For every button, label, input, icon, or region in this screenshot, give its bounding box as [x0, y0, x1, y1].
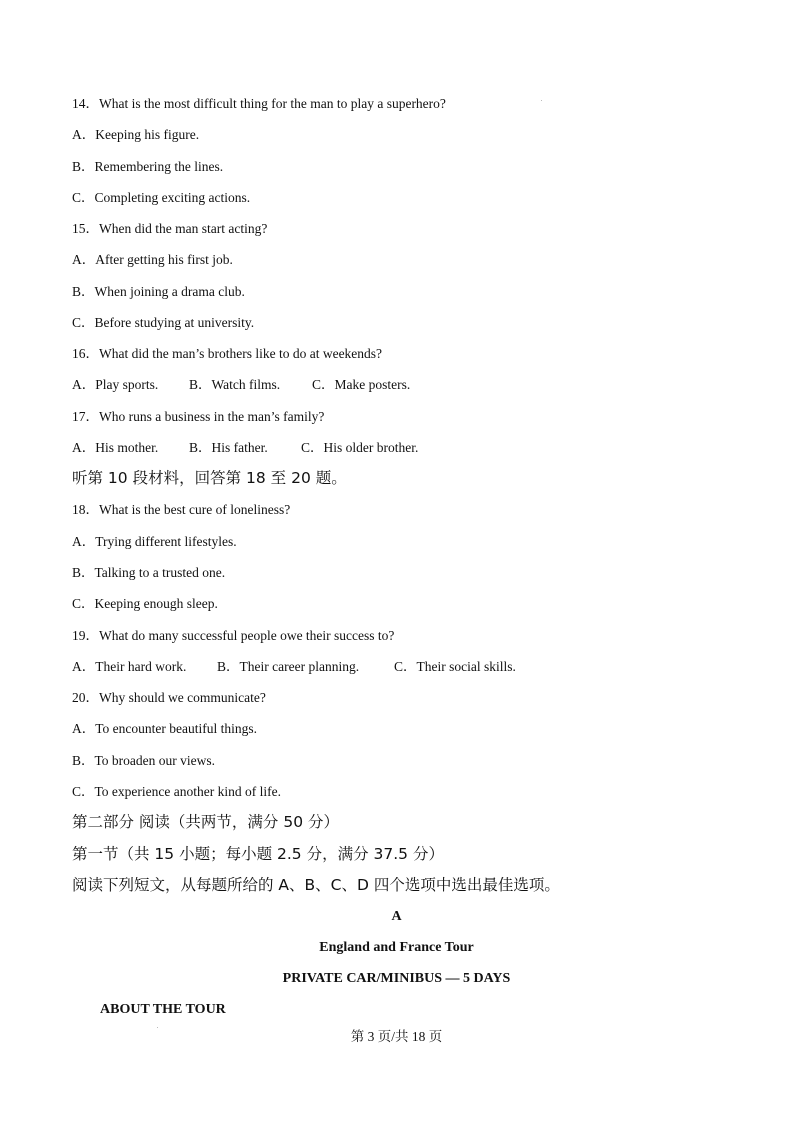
q14-option-b: B．Remembering the lines. [72, 159, 224, 174]
q14-option-a: A．Keeping his figure. [72, 127, 200, 142]
section-one-heading: 第一节（共 15 小题；每小题 2.5 分，满分 37.5 分） [72, 845, 444, 863]
q16-option-a: A．Play sports. [72, 377, 159, 392]
q19-options [72, 658, 516, 676]
q15-option-c: C．Before studying at university. [72, 315, 255, 330]
q17-question: 17．Who runs a business in the man’s family? [72, 409, 325, 424]
q19-option-c: C．Their social skills. [394, 659, 516, 674]
q16-option-c: C．Make posters. [312, 377, 411, 392]
q20-question: 20．Why should we communicate? [72, 690, 266, 705]
q16-question: 16．What did the man’s brothers like to do at weekends? [72, 346, 383, 361]
about-the-tour-heading: ABOUT THE TOUR [100, 1002, 226, 1017]
section-10-heading: 听第 10 段材料，回答第 18 至 20 题。 [72, 469, 347, 487]
scan-speck [157, 1027, 158, 1028]
q19-option-a: A．Their hard work. [72, 659, 187, 674]
q17-options [72, 439, 418, 457]
q16-options [72, 376, 410, 394]
q15-question: 15．When did the man start acting? [72, 221, 268, 236]
q15-option-a: A．After getting his first job. [72, 252, 233, 267]
q19-question: 19．What do many successful people owe their success to? [72, 628, 395, 643]
page-footer: 第 3 页/共 18 页 [350, 1029, 443, 1044]
q18-option-b: B．Talking to a trusted one. [72, 565, 226, 580]
q15-option-b: B．When joining a drama club. [72, 284, 245, 299]
q17-option-b: B．His father. [189, 440, 268, 455]
part-two-heading: 第二部分 阅读（共两节，满分 50 分） [72, 813, 340, 831]
q19-option-b: B．Their career planning. [217, 659, 360, 674]
q17-option-c: C．His older brother. [301, 440, 419, 455]
q17-option-a: A．His mother. [72, 440, 159, 455]
q20-option-a: A．To encounter beautiful things. [72, 721, 258, 736]
scan-speck [541, 100, 542, 101]
q16-option-b: B．Watch films. [189, 377, 281, 392]
q20-option-b: B．To broaden our views. [72, 753, 216, 768]
reading-instruction: 阅读下列短文，从每题所给的 A、B、C、D 四个选项中选出最佳选项。 [72, 876, 560, 894]
passage-title: England and France Tour [319, 940, 474, 955]
q18-option-c: C．Keeping enough sleep. [72, 596, 218, 611]
q14-question: 14．What is the most difficult thing for the man to play a superhero? [72, 96, 446, 111]
q20-option-c: C．To experience another kind of life. [72, 784, 281, 799]
passage-letter: A [391, 909, 402, 924]
q14-option-c: C．Completing exciting actions. [72, 190, 251, 205]
q18-option-a: A．Trying different lifestyles. [72, 534, 237, 549]
q18-question: 18．What is the best cure of loneliness? [72, 502, 291, 517]
passage-subtitle: PRIVATE CAR/MINIBUS — 5 DAYS [282, 971, 511, 986]
